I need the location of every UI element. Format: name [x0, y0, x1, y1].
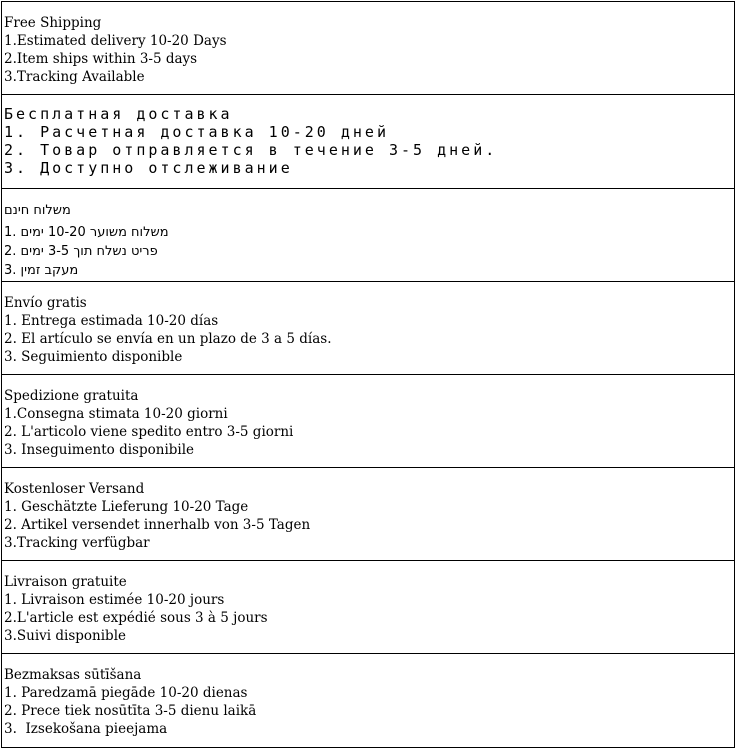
section-line: 1. Livraison estimée 10-20 jours — [4, 592, 225, 608]
section-title: Kostenloser Versand — [4, 481, 145, 497]
section-line: 2. Prece tiek nosūtīta 3-5 dienu laikā — [4, 703, 257, 719]
section-line: 3.Suivi disponible — [4, 628, 126, 644]
section-german — [2, 468, 734, 561]
section-line: 2. פריט נשלח תוך 3-5 ימים — [4, 244, 158, 259]
section-line: 3. Seguimiento disponible — [4, 349, 183, 365]
section-title: Бесплатная доставка — [4, 105, 233, 123]
section-italian — [2, 375, 734, 468]
section-title: Bezmaksas sūtīšana — [4, 667, 142, 683]
section-line: 3. Доступно отслеживание — [4, 159, 293, 177]
section-line: 1. Расчетная доставка 10-20 дней — [4, 123, 389, 141]
section-line: 2. Товар отправляется в течение 3-5 дней. — [4, 141, 498, 159]
section-russian — [2, 95, 734, 189]
section-title: Spedizione gratuita — [4, 388, 139, 404]
section-line: 2. Artikel versendet innerhalb von 3-5 Tagen — [4, 517, 311, 533]
section-title: Livraison gratuite — [4, 574, 127, 590]
section-line: 2. L'articolo viene spedito entro 3-5 giorni — [4, 424, 294, 440]
shipping-info-table — [1, 1, 735, 748]
section-line: 2.Item ships within 3-5 days — [4, 51, 198, 67]
section-line: 1.Estimated delivery 10-20 Days — [4, 33, 227, 49]
section-line: 1. משלוח משוער 10-20 ימים — [4, 225, 169, 240]
section-line: 3. Inseguimento disponibile — [4, 442, 195, 458]
section-line: 2.L'article est expédié sous 3 à 5 jours — [4, 610, 268, 626]
section-line: 3. מעקב זמין — [4, 263, 79, 278]
section-spanish — [2, 282, 734, 375]
section-line: 1. Entrega estimada 10-20 días — [4, 313, 219, 329]
section-line: 3. Izsekošana pieejama — [4, 721, 168, 737]
section-line: 3.Tracking verfügbar — [4, 535, 150, 551]
section-line: 3.Tracking Available — [4, 69, 145, 85]
section-title: Free Shipping — [4, 15, 102, 31]
section-line: 1. Geschätzte Lieferung 10-20 Tage — [4, 499, 249, 515]
section-line: 1.Consegna stimata 10-20 giorni — [4, 406, 228, 422]
section-french — [2, 561, 734, 654]
section-line: 2. El artículo se envía en un plazo de 3 a 5 días. — [4, 331, 332, 347]
section-latvian — [2, 654, 734, 747]
section-hebrew — [2, 189, 734, 282]
section-line: 1. Paredzamā piegāde 10-20 dienas — [4, 685, 248, 701]
section-title: משלוח חינם — [4, 203, 71, 218]
section-english — [2, 2, 734, 95]
section-title: Envío gratis — [4, 295, 87, 311]
